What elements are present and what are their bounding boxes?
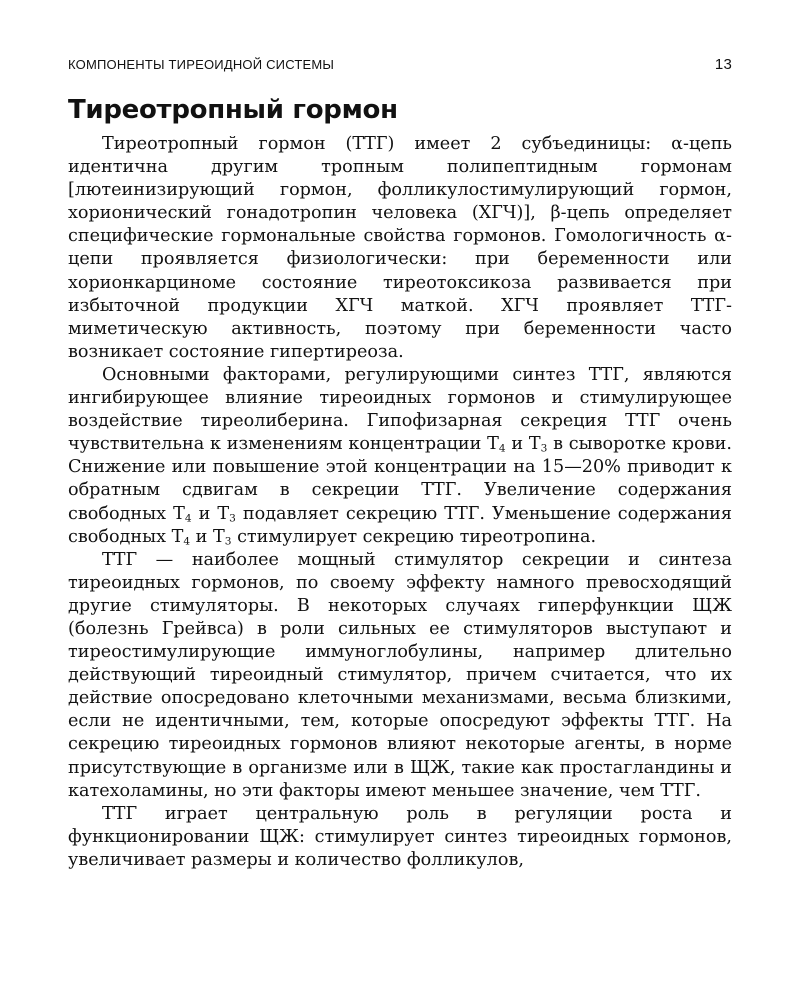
- t3-symbol: Т: [528, 434, 541, 455]
- t4-symbol: Т: [173, 503, 185, 524]
- body-text: [68, 133, 732, 872]
- paragraph-2-text: стимулирует секрецию тиреотропина.: [231, 526, 597, 547]
- running-head-title: КОМПОНЕНТЫ ТИРЕОИДНОЙ СИСТЕМЫ: [68, 57, 335, 72]
- t3-subscript: 3: [229, 512, 236, 525]
- t3-symbol: Т: [217, 503, 230, 524]
- paragraph-1: Тиреотропный гормон (ТТГ) имеет 2 субъединицы: α-цепь идентична другим тропным полипептидным гормонам [лютеинизирующий гормон, фолликулостимулирующий гормон, хорионический гонадотропин человека (ХГЧ)], β-цепь определяет специфические гормональные свойства гормонов. Гомологичность α-цепи проявляется физиологически: при беременности или хорионкарциноме состояние тиреотоксикоза развивается при избыточной продукции ХГЧ маткой. ХГЧ проявляет ТТГ-миметическую активность, поэтому при беременности часто возникает состояние гипертиреоза.: [68, 134, 732, 362]
- paragraph-2: [68, 364, 732, 549]
- t3-subscript: 3: [540, 442, 548, 455]
- t4-subscript: 4: [183, 535, 191, 548]
- t4-symbol: Т: [487, 434, 499, 455]
- paragraph-3: ТТГ — наиболее мощный стимулятор секреции и синтеза тиреоидных гормонов, по своему эффекту намного превосходящий другие стимуляторы. В некоторых случаях гиперфункции ЩЖ (болезнь Грейвса) в роли сильных ее стимуляторов выступают и тиреостимулирующие иммуноглобулины, например длительно действующий тиреоидный стимулятор, причем считается, что их действие опосредовано клеточными механизмами, весьма близкими, если не идентичными, тем, которые опосредуют эффекты ТТГ. На секрецию тиреоидных гормонов влияют некоторые агенты, в норме присутствующие в организме или в ЩЖ, такие как простагландины и катехоламины, но эти факторы имеют меньшее значение, чем ТТГ.: [68, 549, 732, 801]
- book-page: [68, 52, 732, 872]
- conjunction: и: [190, 526, 214, 547]
- conjunction: и: [191, 503, 218, 524]
- paragraph-2-text: подавляет секрецию ТТГ. Уменьшение содержания свободных: [68, 503, 732, 547]
- section-heading: Тиреотропный гормон: [68, 95, 398, 125]
- t3-symbol: Т: [213, 526, 225, 547]
- page-number: 13: [714, 56, 732, 73]
- t4-subscript: 4: [184, 512, 192, 525]
- paragraph-2-text: в сыворотке крови. Снижение или повышение этой концентрации на 15—20% приводит к обратным сдвигам в секреции ТТГ. Увеличение содержания свободных: [68, 434, 732, 524]
- t3-subscript: 3: [224, 535, 232, 548]
- t4-symbol: Т: [171, 526, 184, 547]
- running-head: [68, 56, 732, 73]
- conjunction: и: [505, 434, 529, 455]
- paragraph-4: ТТГ играет центральную роль в регуляции роста и функционировании ЩЖ: стимулирует синтез тиреоидных гормонов, увеличивает размеры и количество фолликулов,: [68, 803, 732, 870]
- paragraph-2-text: Основными факторами, регулирующими синтез ТТГ, являются ингибирующее влияние тиреоидных гормонов и стимулирующее воздействие тиреолиберина. Гипофизарная секреция ТТГ очень чувствительна к изменениям концентрации: [68, 364, 732, 455]
- t4-subscript: 4: [498, 442, 506, 455]
